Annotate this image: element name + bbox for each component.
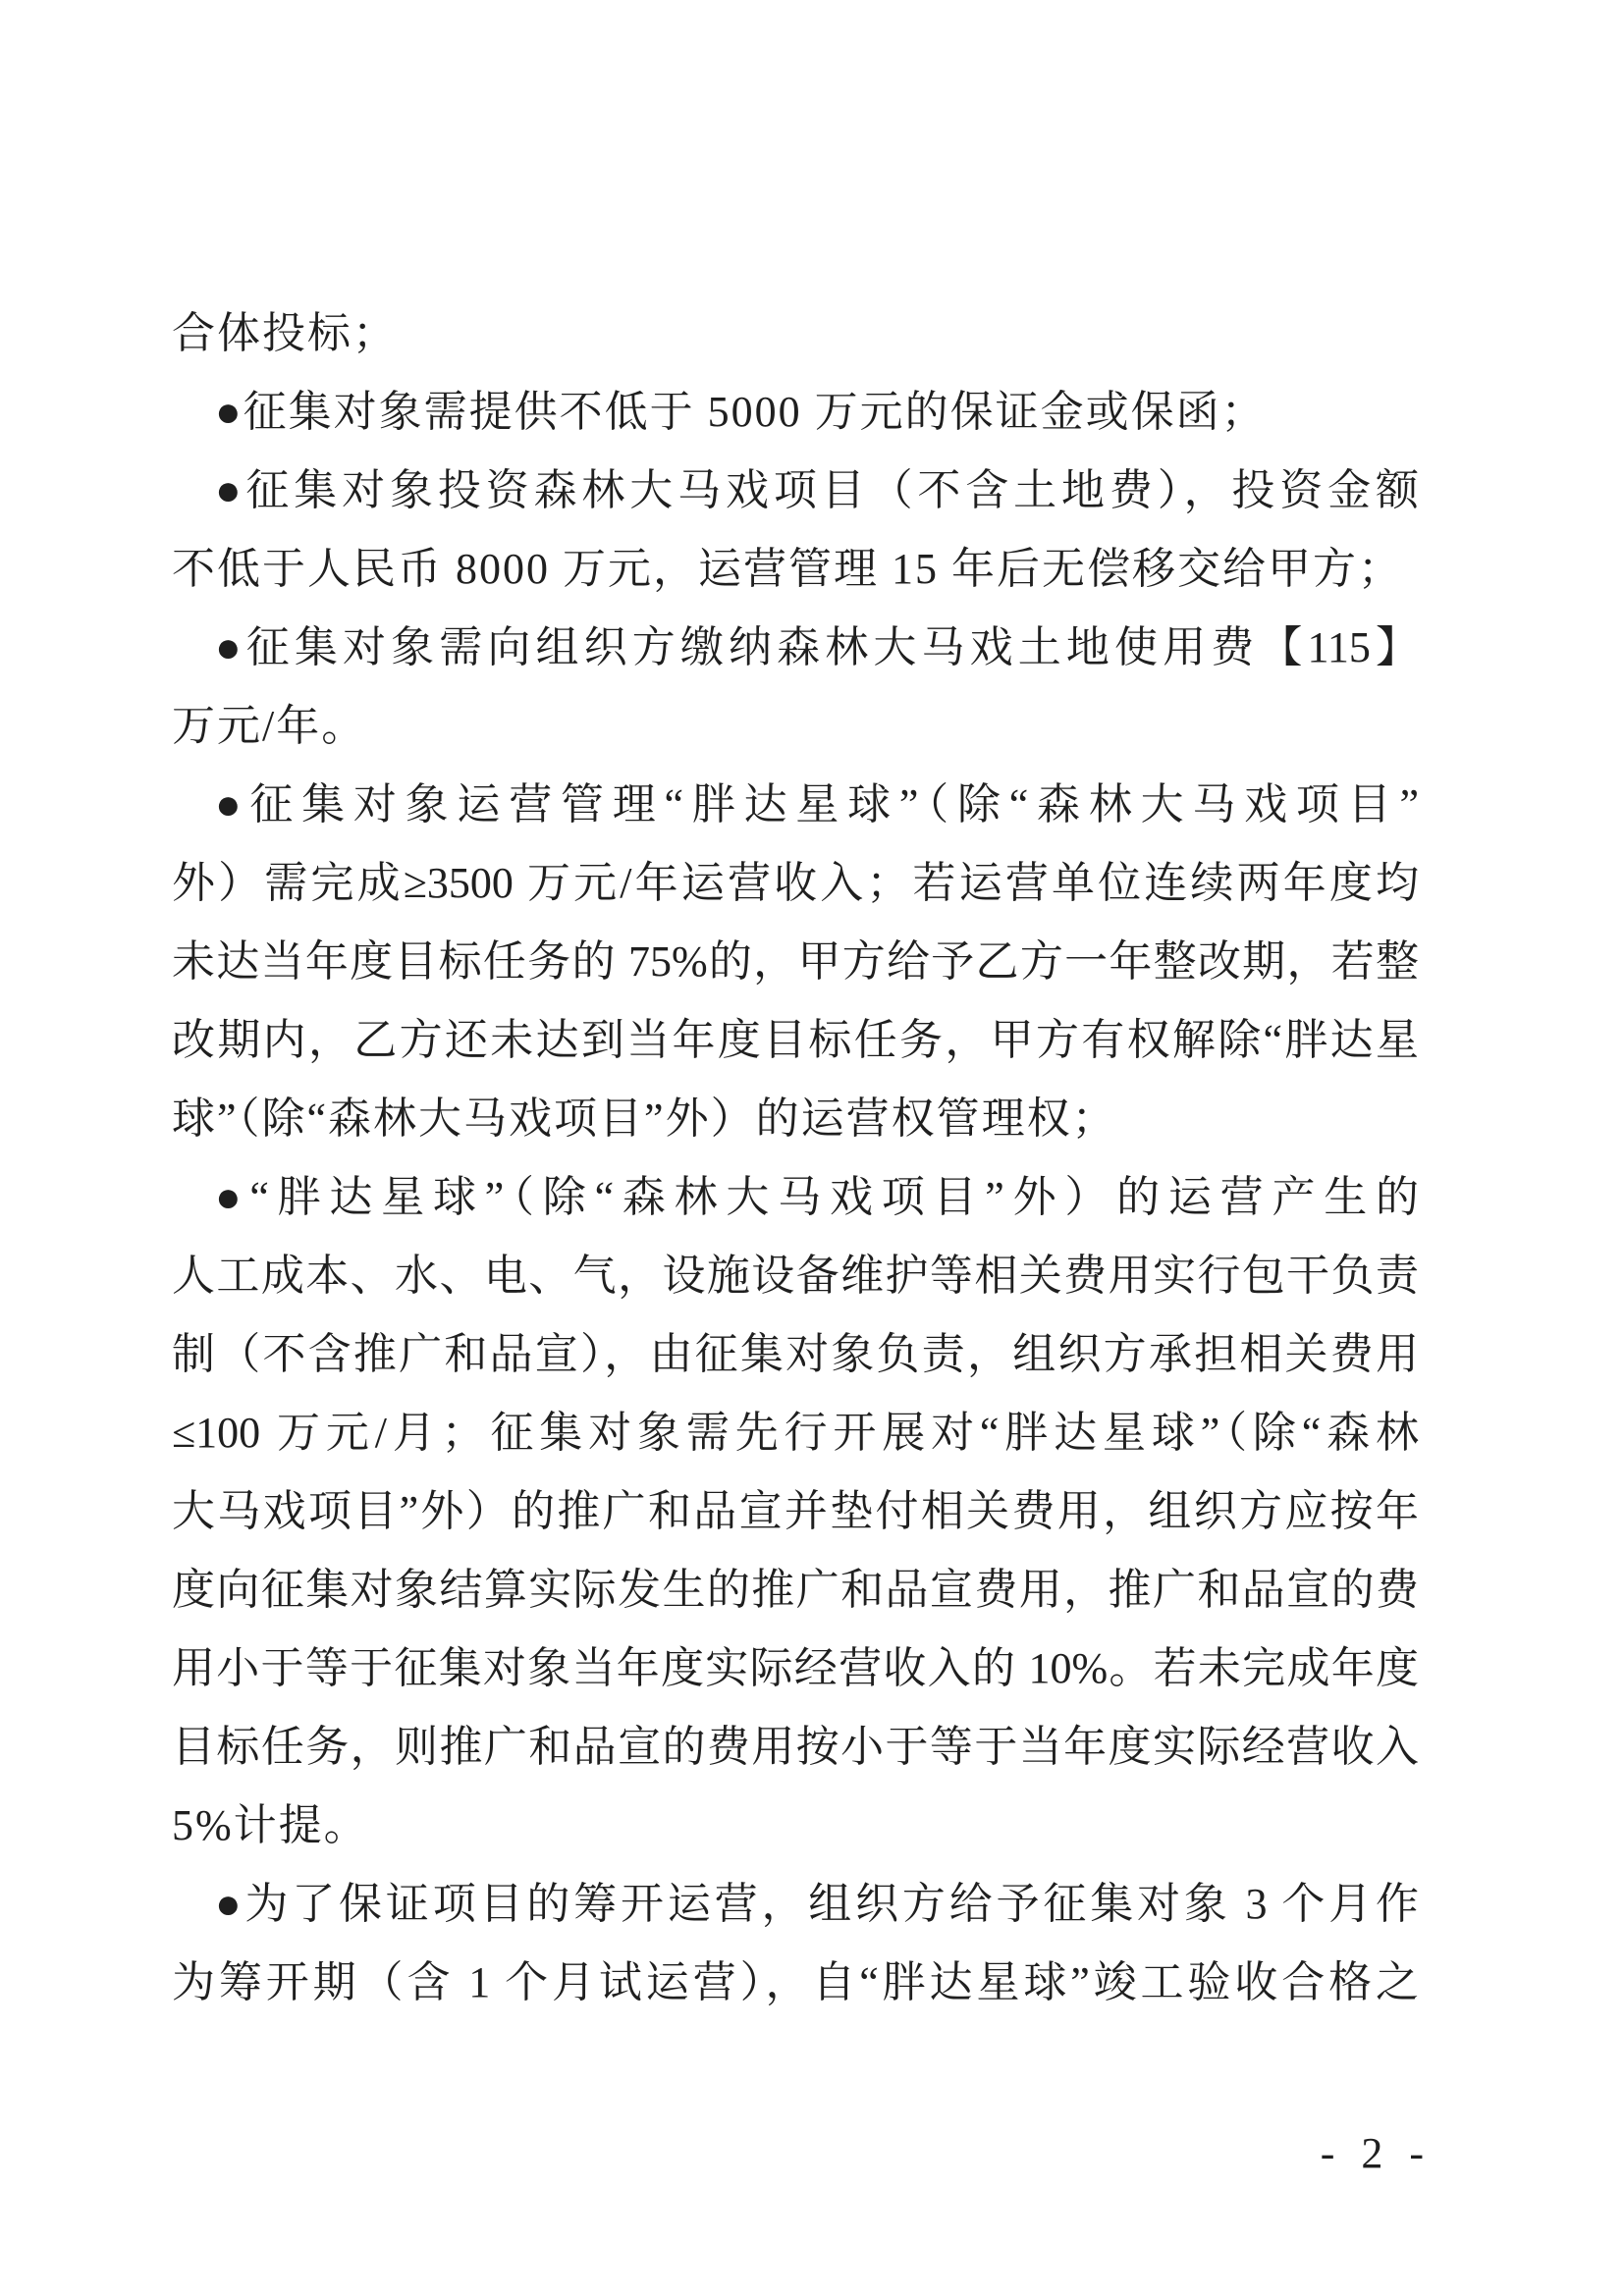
text-line: 为筹开期（含 1 个月试运营），自“胖达星球”竣工验收合格之 xyxy=(172,1958,1419,2006)
text-line: 大马戏项目”外）的推广和品宣并垫付相关费用，组织方应按年 xyxy=(172,1487,1419,1535)
text-line: 改期内，乙方还未达到当年度目标任务，甲方有权解除“胖达星 xyxy=(172,1016,1419,1064)
text-line: 度向征集对象结算实际发生的推广和品宣费用，推广和品宣的费 xyxy=(172,1566,1419,1614)
text-line: 外）需完成≥3500 万元/年运营收入；若运营单位连续两年度均 xyxy=(172,859,1419,907)
text-line: ≤100 万元/月；征集对象需先行开展对“胖达星球”（除“森林 xyxy=(172,1409,1419,1457)
page-number: - 2 - xyxy=(1320,2129,1432,2177)
text-line: ●征集对象投资森林大马戏项目（不含土地费），投资金额 xyxy=(215,466,1419,514)
text-line: ●征集对象需提供不低于 5000 万元的保证金或保函； xyxy=(215,388,1267,436)
document-body xyxy=(172,294,1419,2022)
text-line: ●为了保证项目的筹开运营，组织方给予征集对象 3 个月作 xyxy=(215,1880,1419,1928)
text-line: 合体投标； xyxy=(172,309,398,357)
text-line: 球”（除“森林大马戏项目”外）的运营权管理权； xyxy=(172,1095,1117,1143)
text-line: 万元/年。 xyxy=(172,702,367,750)
text-line: 5%计提。 xyxy=(172,1801,369,1849)
text-line: 未达当年度目标任务的 75%的，甲方给予乙方一年整改期，若整 xyxy=(172,937,1419,986)
text-line: 不低于人民币 8000 万元，运营管理 15 年后无偿移交给甲方； xyxy=(172,545,1403,593)
text-line: ●征集对象运营管理“胖达星球”（除“森林大马戏项目” xyxy=(215,780,1419,828)
text-line: ●征集对象需向组织方缴纳森林大马戏土地使用费【115】 xyxy=(215,623,1419,671)
text-line: ●“胖达星球”（除“森林大马戏项目”外）的运营产生的 xyxy=(215,1173,1419,1221)
text-line: 用小于等于征集对象当年度实际经营收入的 10%。若未完成年度 xyxy=(172,1644,1419,1692)
text-line: 制（不含推广和品宣），由征集对象负责，组织方承担相关费用 xyxy=(172,1330,1419,1378)
text-line: 人工成本、水、电、气，设施设备维护等相关费用实行包干负责 xyxy=(172,1252,1419,1300)
text-line: 目标任务，则推广和品宣的费用按小于等于当年度实际经营收入 xyxy=(172,1723,1419,1771)
